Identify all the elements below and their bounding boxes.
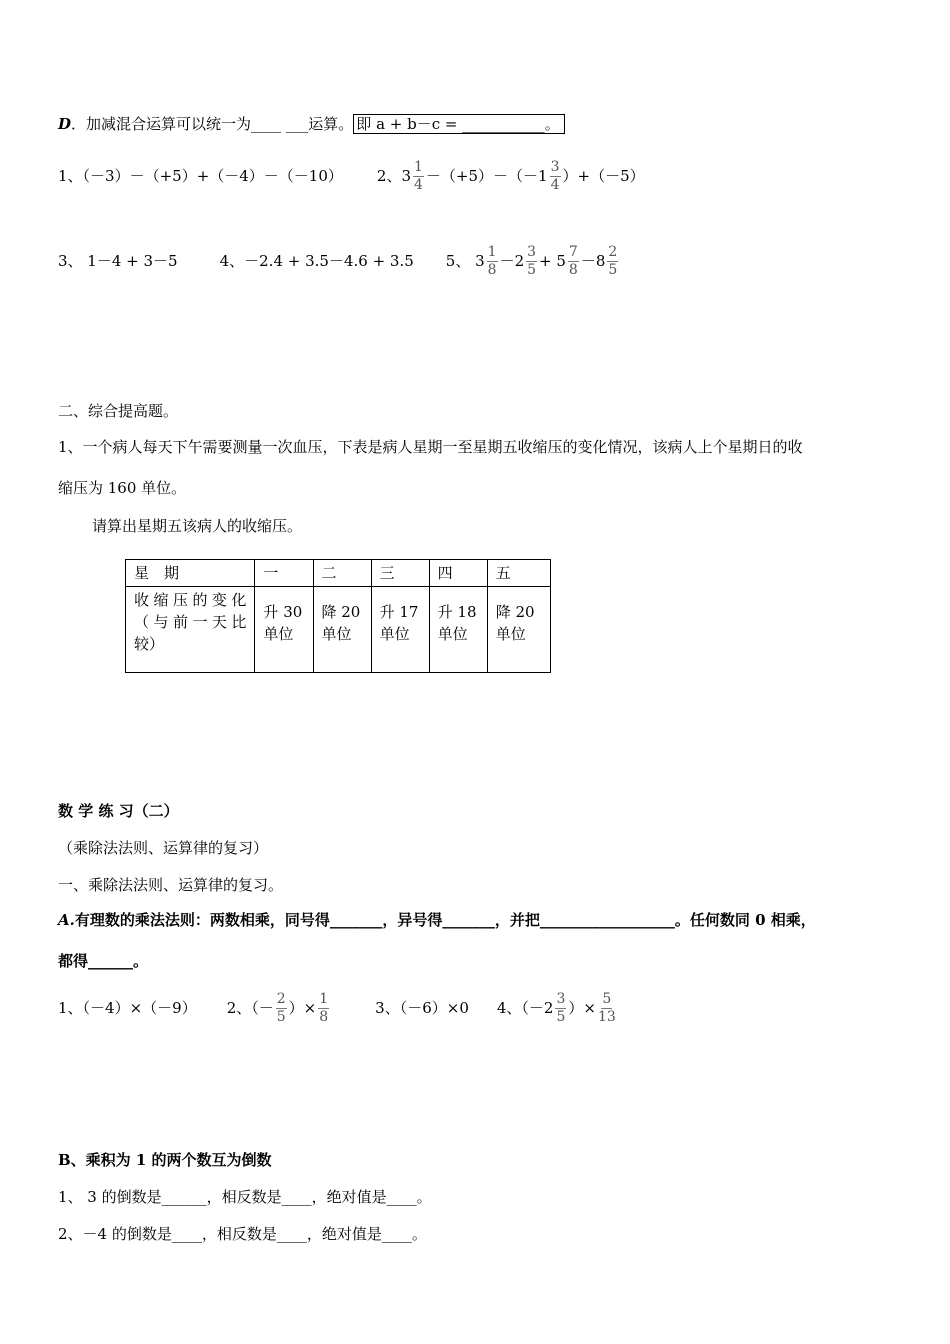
- table-header-row: [126, 560, 551, 587]
- a-q2-mid: ）×: [288, 999, 317, 1017]
- fraction-denominator: 8: [487, 261, 497, 278]
- d-q5-term: －2: [499, 252, 525, 270]
- table-row-label: 收缩压的变化（与前一天比较）: [126, 587, 255, 673]
- section2-subtitle: （乘除法法则、运算律的复习）: [58, 839, 269, 857]
- fraction: [487, 244, 498, 279]
- table-cell: 降 20 单位: [313, 587, 371, 673]
- table-cell: 升 18 单位: [429, 587, 487, 673]
- table-cell: 升 17 单位: [371, 587, 429, 673]
- d-exercise-row-1: [58, 156, 645, 196]
- table-header-cell: 四: [429, 560, 487, 587]
- d-question-5: [446, 244, 621, 279]
- table-cell: 升 30 单位: [255, 587, 313, 673]
- a-question-3: 3、（－6）×0: [375, 999, 469, 1017]
- part2-problem-line-1: 1、一个病人每天下午需要测量一次血压，下表是病人星期一至星期五收缩压的变化情况，该病人上个星期日的收: [58, 438, 803, 456]
- fraction: [607, 244, 618, 279]
- fraction-denominator: 5: [527, 261, 537, 278]
- section-b-question-2: 2、－4 的倒数是____，相反数是____，绝对值是____。: [58, 1225, 427, 1243]
- d-q5-term: －8: [580, 252, 606, 270]
- part2-question: 请算出星期五该病人的收缩压。: [92, 517, 303, 535]
- fraction: [550, 159, 561, 194]
- table-header-cell: 五: [487, 560, 550, 587]
- table-header-cell: 星 期: [126, 560, 255, 587]
- a-q2-prefix: 2、（－: [226, 999, 274, 1017]
- section2-heading: 一、乘除法法则、运算律的复习。: [58, 876, 284, 894]
- a-question-4: [497, 991, 618, 1026]
- fraction-denominator: 4: [414, 176, 423, 193]
- fraction-denominator: 8: [319, 1008, 329, 1025]
- d-q2-prefix: 2、3: [376, 167, 411, 185]
- section2-title: 数 学 练 习（二）: [58, 802, 179, 820]
- fraction-denominator: 5: [556, 1008, 566, 1025]
- fraction: [413, 159, 424, 194]
- fraction-denominator: 5: [608, 261, 618, 278]
- fraction-numerator: 1: [414, 158, 423, 175]
- fraction-numerator: 7: [568, 243, 578, 260]
- fraction: [555, 991, 566, 1026]
- d-q2-middle: －（+5）－（－1: [425, 167, 548, 185]
- rule-a-line-2: 都得______。: [58, 952, 149, 970]
- a-exercise-row: [58, 987, 618, 1029]
- fraction: [318, 991, 329, 1026]
- fraction: [276, 991, 287, 1026]
- part2-problem-line-2: 缩压为 160 单位。: [58, 479, 187, 497]
- section-b-question-1: 1、 3 的倒数是______，相反数是____，绝对值是____。: [58, 1188, 432, 1206]
- table-row: [126, 587, 551, 673]
- d-q2-suffix: ）+（－5）: [562, 167, 645, 185]
- d-q5-term: + 5: [539, 252, 566, 270]
- section-b-heading: B、乘积为 1 的两个数互为倒数: [58, 1151, 272, 1169]
- fraction-denominator: 8: [568, 261, 578, 278]
- part2-heading: 二、综合提高题。: [58, 402, 179, 420]
- fraction-numerator: 1: [319, 990, 329, 1007]
- d-question-2: [377, 159, 645, 194]
- fraction-denominator: 13: [597, 1008, 616, 1025]
- rule-a-letter: A.: [58, 911, 75, 929]
- table-header-cell: 二: [313, 560, 371, 587]
- blood-pressure-table: [125, 559, 551, 673]
- d-q5-prefix: 5、 3: [445, 252, 485, 270]
- fraction: [568, 244, 579, 279]
- d-question-3: 3、 1－4 + 3－5: [58, 252, 178, 270]
- a-question-1: 1、（－4）×（－9）: [58, 999, 197, 1017]
- fraction-denominator: 4: [550, 176, 560, 193]
- a-question-2: [227, 991, 331, 1026]
- table-header-cell: 三: [371, 560, 429, 587]
- section-d-line: [58, 114, 565, 134]
- d-question-1: 1、（－3）－（+5）+（－4）－（－10）: [58, 167, 343, 185]
- fraction-numerator: 5: [602, 990, 612, 1007]
- fraction-numerator: 3: [550, 158, 560, 175]
- section-d-text: ．加减混合运算可以统一为____ ___运算。: [71, 115, 354, 133]
- fraction-numerator: 3: [527, 243, 537, 260]
- fraction-numerator: 2: [276, 990, 286, 1007]
- fraction: [526, 244, 537, 279]
- fraction-numerator: 2: [608, 243, 618, 260]
- section-d-letter: D: [58, 115, 72, 133]
- rule-a-text: 有理数的乘法法则：两数相乘，同号得_______，异号得_______，并把__________________。任何数同 0 相乘，: [74, 911, 816, 929]
- d-question-4: 4、－2.4 + 3.5－4.6 + 3.5: [219, 252, 414, 270]
- table-header-cell: 一: [255, 560, 313, 587]
- rule-a-line-1: [58, 910, 816, 930]
- fraction-numerator: 1: [487, 243, 497, 260]
- table-cell: 降 20 单位: [487, 587, 550, 673]
- fraction-numerator: 3: [556, 990, 566, 1007]
- fraction: [598, 991, 616, 1026]
- d-exercise-row-2: [58, 240, 620, 282]
- fraction-denominator: 5: [276, 1008, 286, 1025]
- a-q4-mid: ）×: [568, 999, 596, 1017]
- a-q4-prefix: 4、（－2: [496, 999, 554, 1017]
- section-d-boxed-formula: 即 a + b－c = ___________。: [353, 114, 564, 134]
